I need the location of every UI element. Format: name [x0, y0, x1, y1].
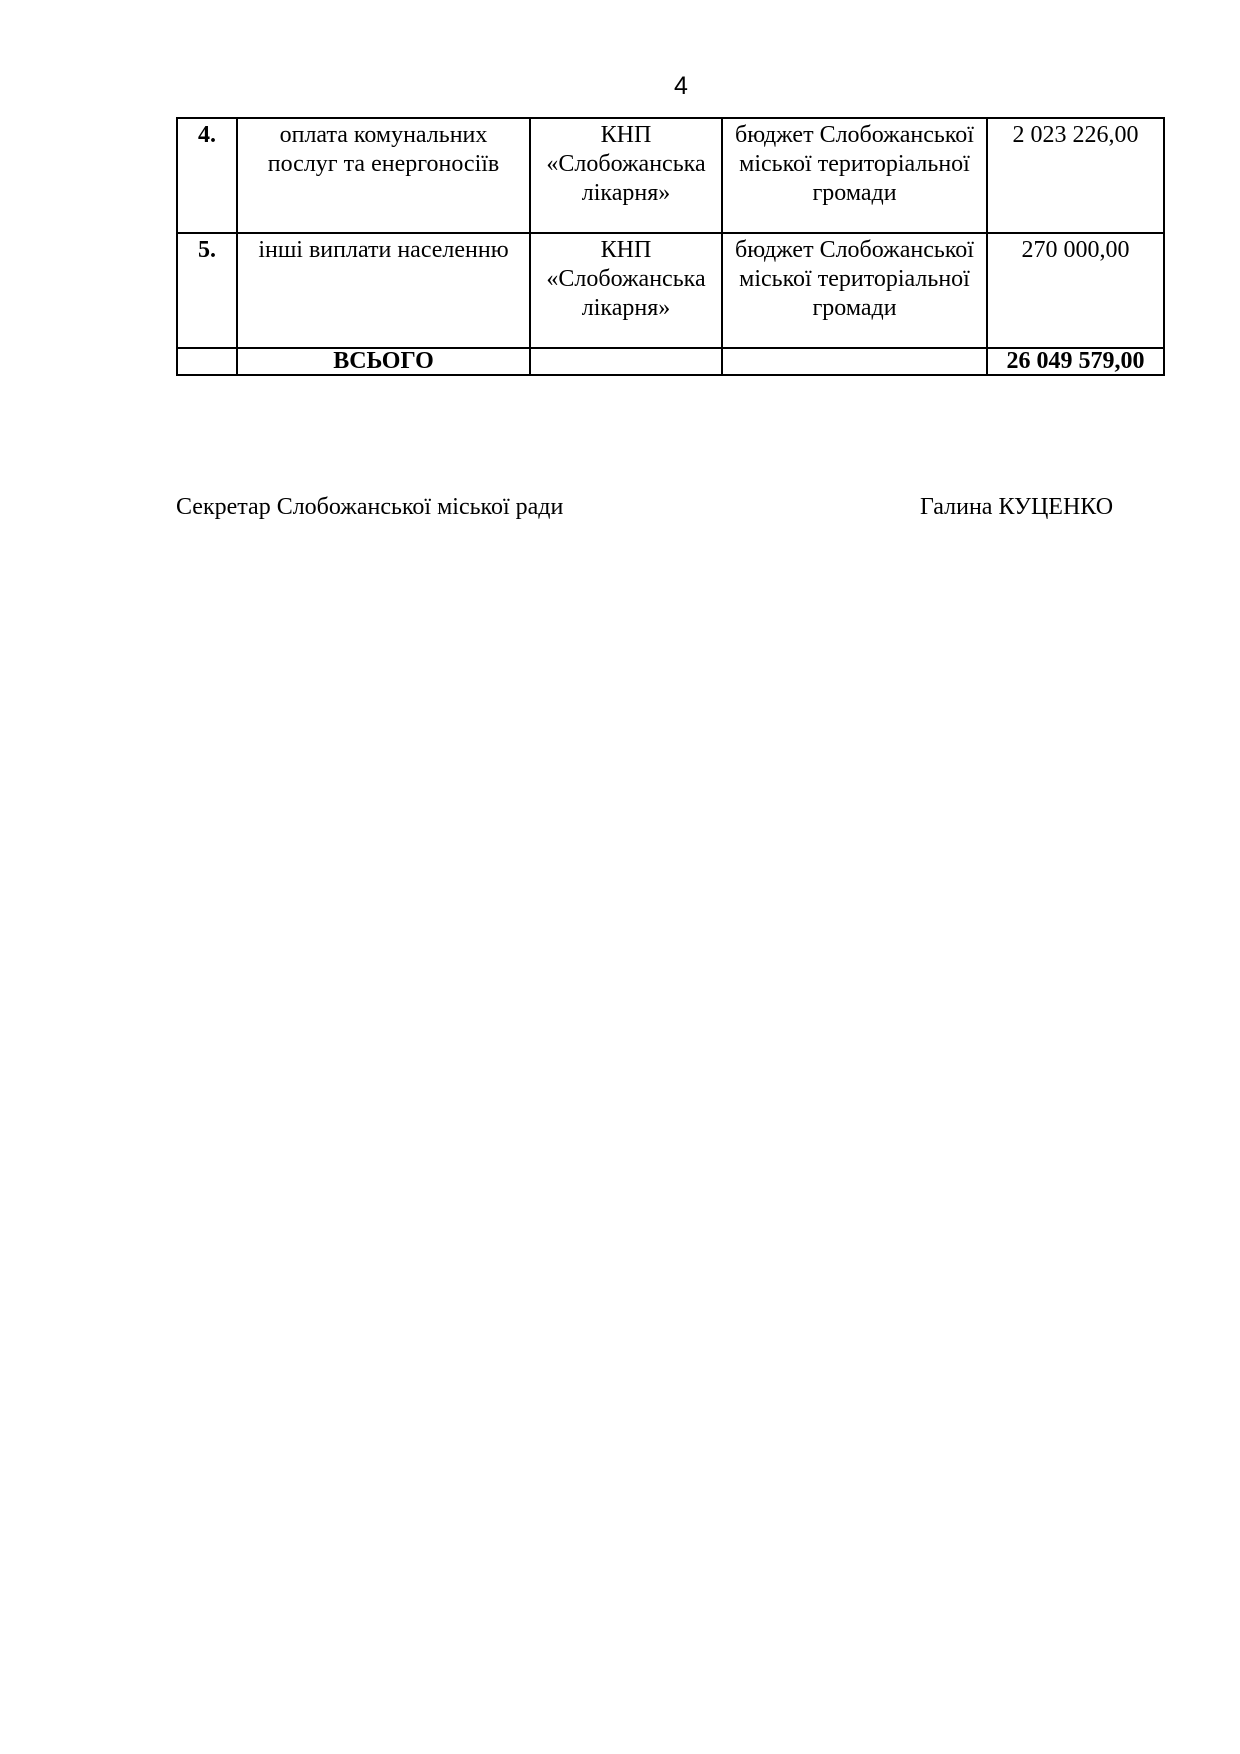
total-label: ВСЬОГО [237, 348, 530, 375]
signatory-position: Секретар Слобожанської міської ради [176, 494, 564, 520]
page-number: 4 [674, 72, 688, 100]
table-row [177, 118, 1164, 233]
budget-table [176, 117, 1165, 376]
signatory-name: Галина КУЦЕНКО [920, 494, 1114, 520]
total-empty-cell [722, 348, 987, 375]
total-row [177, 348, 1164, 375]
row-description: оплата комунальних послуг та енергоносіїв [237, 118, 530, 233]
row-executor: КНП «Слобожанська лікарня» [530, 118, 722, 233]
row-funding-source: бюджет Слобожанської міської територіальної громади [722, 233, 987, 348]
row-number: 4. [177, 118, 237, 233]
row-amount: 2 023 226,00 [987, 118, 1164, 233]
total-empty-cell [530, 348, 722, 375]
table-row [177, 233, 1164, 348]
total-empty-cell [177, 348, 237, 375]
row-amount: 270 000,00 [987, 233, 1164, 348]
total-amount: 26 049 579,00 [987, 348, 1164, 375]
row-number: 5. [177, 233, 237, 348]
row-description: інші виплати населенню [237, 233, 530, 348]
row-funding-source: бюджет Слобожанської міської територіальної громади [722, 118, 987, 233]
row-executor: КНП «Слобожанська лікарня» [530, 233, 722, 348]
